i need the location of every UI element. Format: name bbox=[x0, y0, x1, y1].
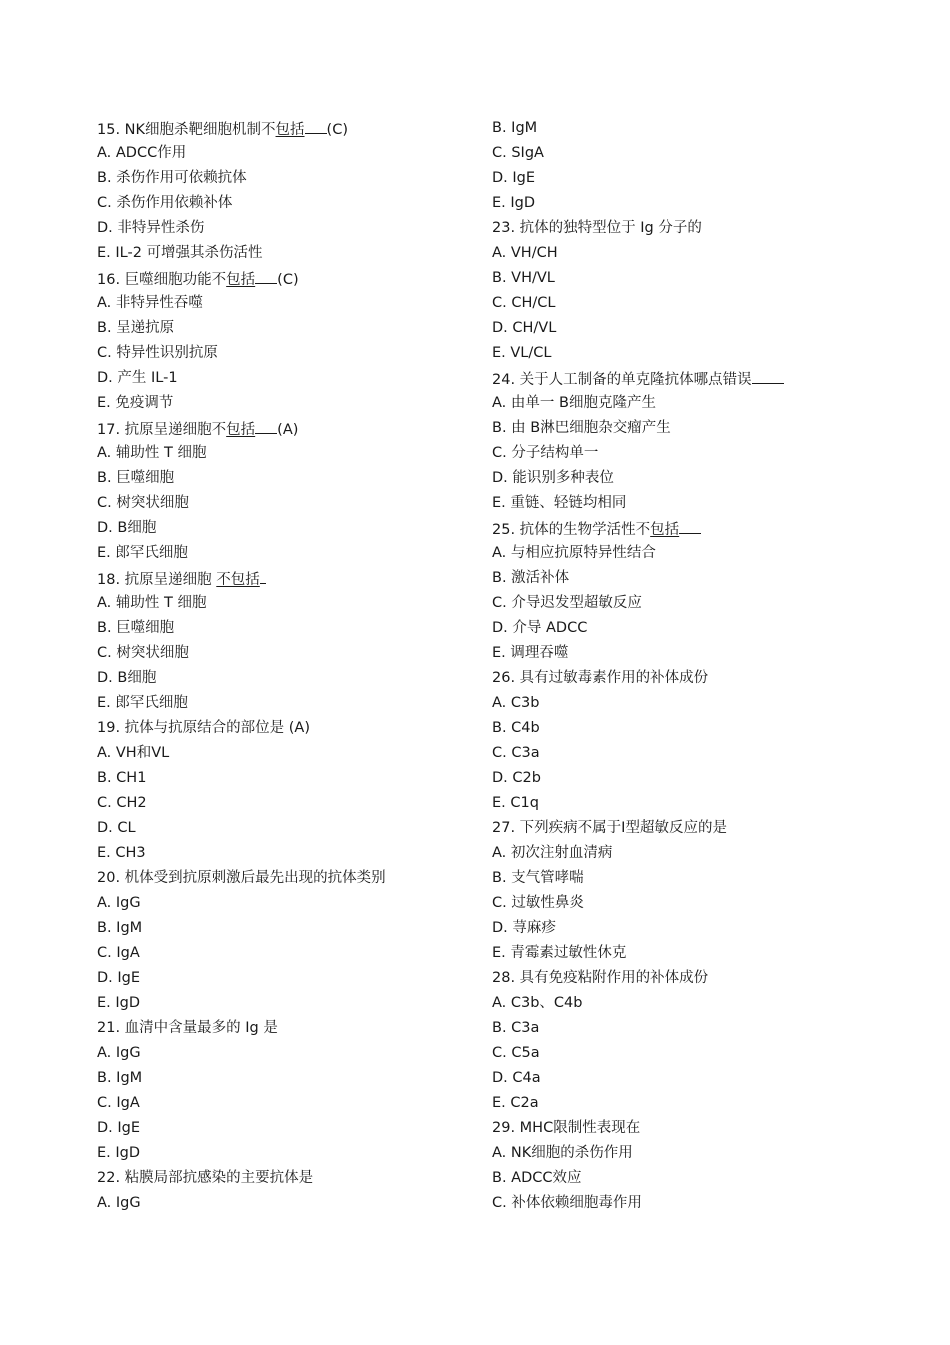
answer-option: E. 青霉素过敏性休克 bbox=[492, 945, 627, 961]
answer-option: D. IgE bbox=[97, 1120, 141, 1136]
answer-option: E. IgD bbox=[97, 1145, 141, 1161]
answer-option: B. IgM bbox=[97, 1070, 143, 1086]
question-stem: 22. 粘膜局部抗感染的主要抗体是 bbox=[97, 1170, 314, 1186]
answer-key: (C) bbox=[277, 272, 299, 288]
answer-option: E. C1q bbox=[492, 795, 539, 811]
question-stem: 26. 具有过敏毒素作用的补体成份 bbox=[492, 670, 709, 686]
question-stem bbox=[97, 116, 477, 141]
answer-option: E. C2a bbox=[492, 1095, 539, 1111]
answer-option: E. IL-2 可增强其杀伤活性 bbox=[97, 245, 263, 261]
question-stem: 23. 抗体的独特型位于 Ig 分子的 bbox=[492, 220, 702, 236]
answer-option: A. NK细胞的杀伤作用 bbox=[492, 1145, 633, 1161]
answer-option: C. 补体依赖细胞毒作用 bbox=[492, 1195, 642, 1211]
answer-option: A. IgG bbox=[97, 895, 141, 911]
answer-blank bbox=[305, 116, 327, 134]
answer-option: E. IgD bbox=[492, 195, 536, 211]
question-stem bbox=[97, 266, 477, 291]
answer-option: E. 郎罕氏细胞 bbox=[97, 695, 188, 711]
answer-option: C. CH2 bbox=[97, 795, 147, 811]
answer-option: D. 能识别多种表位 bbox=[492, 470, 614, 486]
answer-option: C. 介导迟发型超敏反应 bbox=[492, 595, 642, 611]
answer-blank bbox=[260, 566, 266, 584]
question-stem: 19. 抗体与抗原结合的部位是 (A) bbox=[97, 720, 311, 736]
question-text: 24. 关于人工制备的单克隆抗体哪点错误 bbox=[492, 372, 752, 388]
answer-blank bbox=[679, 516, 701, 534]
right-column bbox=[492, 116, 902, 1216]
answer-option: C. C3a bbox=[492, 745, 540, 761]
answer-option: B. 支气管哮喘 bbox=[492, 870, 584, 886]
answer-option: B. IgM bbox=[492, 120, 538, 136]
question-text: 17. 抗原呈递细胞不 bbox=[97, 422, 227, 438]
answer-option: A. 辅助性 T 细胞 bbox=[97, 445, 207, 461]
answer-option: A. 初次注射血清病 bbox=[492, 845, 613, 861]
question-stem bbox=[97, 416, 477, 441]
answer-option: B. CH1 bbox=[97, 770, 147, 786]
answer-option: A. 非特异性吞噬 bbox=[97, 295, 203, 311]
question-stem: 21. 血清中含量最多的 Ig 是 bbox=[97, 1020, 278, 1036]
answer-option: B. 巨噬细胞 bbox=[97, 620, 175, 636]
answer-option: C. IgA bbox=[97, 945, 140, 961]
answer-option: C. 树突状细胞 bbox=[97, 645, 189, 661]
answer-blank bbox=[255, 416, 277, 434]
left-column bbox=[97, 116, 477, 1216]
answer-option: B. 激活补体 bbox=[492, 570, 570, 586]
answer-option: B. 呈递抗原 bbox=[97, 320, 175, 336]
answer-option: A. VH和VL bbox=[97, 745, 170, 761]
answer-option: E. CH3 bbox=[97, 845, 146, 861]
answer-option: A. 由单一 B细胞克隆产生 bbox=[492, 395, 656, 411]
answer-option: B. IgM bbox=[97, 920, 143, 936]
answer-option: D. 产生 IL-1 bbox=[97, 370, 178, 386]
question-stem: 27. 下列疾病不属于Ⅰ型超敏反应的是 bbox=[492, 820, 727, 836]
answer-option: D. B细胞 bbox=[97, 520, 157, 536]
question-text: 16. 巨噬细胞功能不 bbox=[97, 272, 227, 288]
underlined-keyword: 包括 bbox=[226, 422, 256, 438]
answer-option: C. 分子结构单一 bbox=[492, 445, 599, 461]
question-stem bbox=[97, 566, 477, 591]
answer-option: B. ADCC效应 bbox=[492, 1170, 582, 1186]
question-stem bbox=[492, 366, 902, 391]
answer-option: A. IgG bbox=[97, 1045, 141, 1061]
answer-option: D. B细胞 bbox=[97, 670, 157, 686]
answer-option: D. 介导 ADCC bbox=[492, 620, 588, 636]
answer-option: A. C3b bbox=[492, 695, 540, 711]
answer-option: D. C2b bbox=[492, 770, 541, 786]
question-stem: 28. 具有免疫粘附作用的补体成份 bbox=[492, 970, 709, 986]
answer-option: B. 杀伤作用可依赖抗体 bbox=[97, 170, 247, 186]
underlined-keyword: 包括 bbox=[275, 122, 305, 138]
underlined-keyword: 包括 bbox=[650, 522, 680, 538]
question-stem bbox=[492, 516, 902, 541]
answer-option: E. 免疫调节 bbox=[97, 395, 174, 411]
answer-option: B. 巨噬细胞 bbox=[97, 470, 175, 486]
answer-option: A. 辅助性 T 细胞 bbox=[97, 595, 207, 611]
underlined-keyword: 不包括 bbox=[216, 572, 260, 588]
answer-option: D. CL bbox=[97, 820, 136, 836]
answer-option: D. C4a bbox=[492, 1070, 541, 1086]
underlined-keyword: 包括 bbox=[226, 272, 256, 288]
answer-option: E. VL/CL bbox=[492, 345, 552, 361]
question-stem: 20. 机体受到抗原刺激后最先出现的抗体类别 bbox=[97, 870, 386, 886]
answer-option: C. IgA bbox=[97, 1095, 140, 1111]
answer-option: C. C5a bbox=[492, 1045, 540, 1061]
answer-option: D. 非特异性杀伤 bbox=[97, 220, 205, 236]
answer-option: D. IgE bbox=[492, 170, 536, 186]
answer-option: D. 荨麻疹 bbox=[492, 920, 556, 936]
answer-option: A. ADCC作用 bbox=[97, 145, 187, 161]
answer-option: D. IgE bbox=[97, 970, 141, 986]
answer-blank bbox=[752, 366, 784, 384]
answer-option: C. 杀伤作用依赖补体 bbox=[97, 195, 233, 211]
answer-option: D. CH/VL bbox=[492, 320, 557, 336]
answer-option: C. 过敏性鼻炎 bbox=[492, 895, 584, 911]
answer-option: B. VH/VL bbox=[492, 270, 555, 286]
answer-option: E. 重链、轻链均相同 bbox=[492, 495, 627, 511]
answer-option: A. C3b、C4b bbox=[492, 995, 583, 1011]
answer-option: B. C3a bbox=[492, 1020, 540, 1036]
answer-blank bbox=[255, 266, 277, 284]
answer-key: (A) bbox=[277, 422, 299, 438]
question-stem: 29. MHC限制性表现在 bbox=[492, 1120, 641, 1136]
answer-key: (C) bbox=[326, 122, 348, 138]
answer-option: A. IgG bbox=[97, 1195, 141, 1211]
question-text: 15. NK细胞杀靶细胞机制不 bbox=[97, 122, 276, 138]
answer-option: B. C4b bbox=[492, 720, 540, 736]
answer-option: C. 树突状细胞 bbox=[97, 495, 189, 511]
answer-option: A. 与相应抗原特异性结合 bbox=[492, 545, 656, 561]
question-text: 18. 抗原呈递细胞 bbox=[97, 572, 217, 588]
answer-option: B. 由 B淋巴细胞杂交瘤产生 bbox=[492, 420, 671, 436]
answer-option: E. 调理吞噬 bbox=[492, 645, 569, 661]
answer-option: C. CH/CL bbox=[492, 295, 556, 311]
answer-option: C. SIgA bbox=[492, 145, 544, 161]
answer-option: C. 特异性识别抗原 bbox=[97, 345, 218, 361]
answer-option: E. IgD bbox=[97, 995, 141, 1011]
answer-option: A. VH/CH bbox=[492, 245, 558, 261]
question-text: 25. 抗体的生物学活性不 bbox=[492, 522, 651, 538]
answer-option: E. 郎罕氏细胞 bbox=[97, 545, 188, 561]
